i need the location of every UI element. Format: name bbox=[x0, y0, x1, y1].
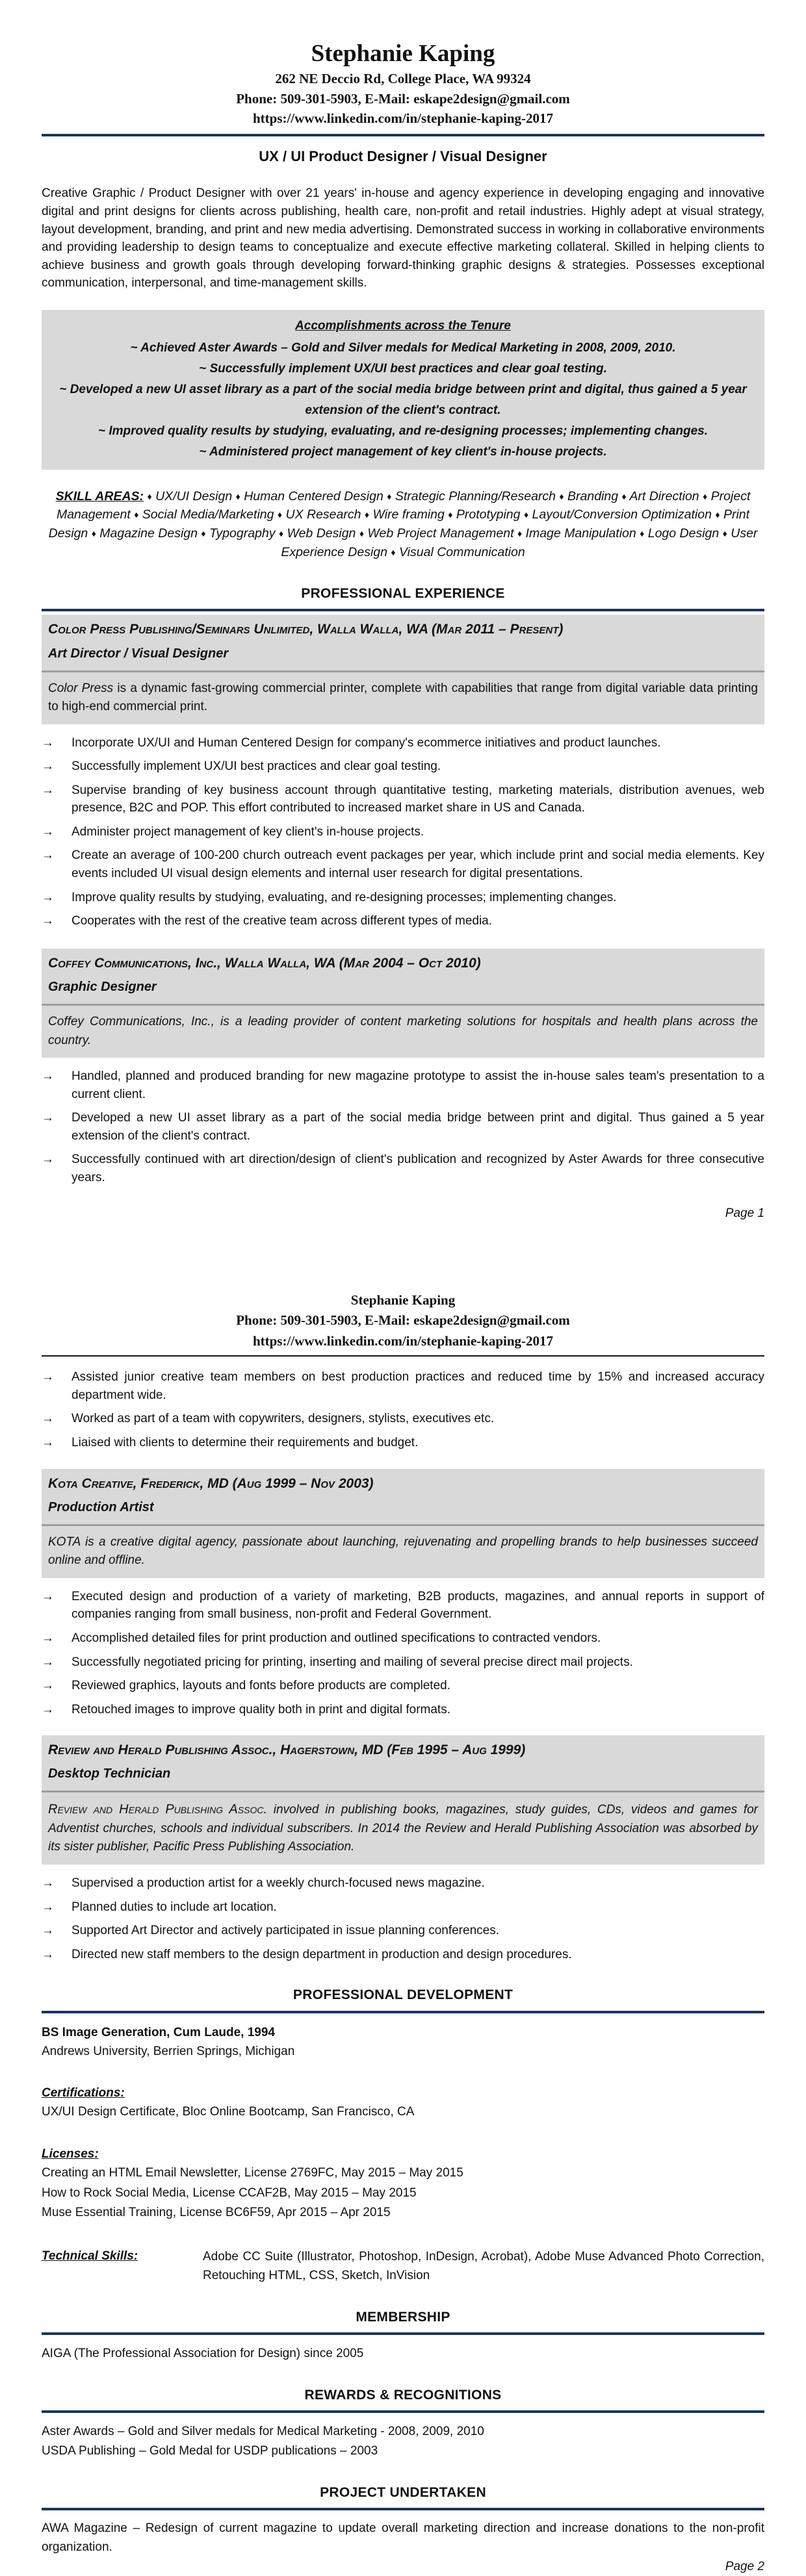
bullet-text: Worked as part of a team with copywriters, designers, stylists, executives etc. bbox=[72, 1412, 495, 1426]
skill-item bbox=[448, 507, 524, 522]
accomplishment-item: ~ Administered project management of key client's in-house projects. bbox=[199, 444, 607, 459]
arrow-bullet-icon: → bbox=[42, 1924, 54, 1938]
diamond-icon: ♦ bbox=[559, 491, 564, 502]
bullet-item bbox=[42, 1588, 764, 1624]
license-item: How to Rock Social Media, License CCAF2B, May 2015 – May 2015 bbox=[42, 2186, 417, 2200]
skill-label: Logo Design bbox=[647, 526, 720, 541]
bullet-text: Successfully continued with art direction/design of client's publication and recognized by Aster Awards for three consecutive years. bbox=[72, 1153, 764, 1184]
project-text: AWA Magazine – Redesign of current magazine to update overall marketing direction and increase donations to the non-profit organization. bbox=[42, 2521, 764, 2554]
job-bullet-list bbox=[42, 1067, 764, 1186]
diamond-icon: ♦ bbox=[134, 509, 139, 520]
company-lead: Color Press bbox=[48, 681, 114, 695]
job-company: Color Press Publishing/Seminars Unlimited, Walla Walla, WA (Mar 2011 – Present) bbox=[48, 622, 564, 637]
bullet-item bbox=[42, 1653, 764, 1672]
section-rule bbox=[42, 2410, 764, 2413]
arrow-bullet-icon: → bbox=[42, 1412, 54, 1426]
skill-areas-label: SKILL AREAS: bbox=[55, 489, 144, 504]
arrow-bullet-icon: → bbox=[42, 1876, 54, 1890]
section-rule bbox=[42, 2332, 764, 2335]
bullet-text: Cooperates with the rest of the creative team across different types of media. bbox=[72, 914, 493, 928]
skill-item bbox=[279, 526, 359, 541]
bullet-text: Reviewed graphics, layouts and fonts before products are completed. bbox=[72, 1679, 450, 1693]
arrow-bullet-icon: → bbox=[42, 824, 54, 839]
job-role: Production Artist bbox=[48, 1499, 154, 1514]
diamond-icon: ♦ bbox=[391, 547, 396, 558]
arrow-bullet-icon: → bbox=[42, 890, 54, 904]
diamond-icon: ♦ bbox=[91, 528, 96, 539]
bullet-text: Liaised with clients to determine their requirements and budget. bbox=[72, 1435, 419, 1449]
skill-label: Social Media/Marketing bbox=[142, 507, 274, 522]
diamond-icon: ♦ bbox=[147, 491, 152, 502]
section-heading-experience: PROFESSIONAL EXPERIENCE bbox=[301, 585, 505, 601]
membership-text: AIGA (The Professional Association for Design) since 2005 bbox=[42, 2347, 364, 2361]
section-heading-rewards: REWARDS & RECOGNITIONS bbox=[304, 2387, 502, 2403]
skill-label: Prototyping bbox=[456, 507, 521, 522]
job-description bbox=[48, 1800, 758, 1857]
section-heading-project: PROJECT UNDERTAKEN bbox=[320, 2485, 486, 2501]
bullet-item bbox=[42, 1067, 764, 1103]
coffey-continuation-bullets bbox=[42, 1368, 764, 1451]
bullet-item bbox=[42, 1151, 764, 1186]
skill-item bbox=[236, 489, 387, 504]
skill-item bbox=[201, 526, 279, 541]
rewards-list bbox=[42, 2422, 764, 2461]
job-header bbox=[42, 1469, 764, 1578]
skill-label: Layout/Conversion Optimization bbox=[532, 507, 712, 522]
job-divider bbox=[42, 1004, 764, 1006]
diamond-icon: ♦ bbox=[621, 491, 627, 502]
arrow-bullet-icon: → bbox=[42, 759, 54, 774]
job-company: Kota Creative, Frederick, MD (Aug 1999 – Nov 2003) bbox=[48, 1475, 374, 1491]
skill-item bbox=[517, 526, 640, 541]
reward-item: USDA Publishing – Gold Medal for USDP publications – 2003 bbox=[42, 2444, 378, 2458]
technical-skills-text: Adobe CC Suite (Illustrator, Photoshop, InDesign, Acrobat), Adobe Muse Advanced Photo Correction, Retouching HTML, CSS, Sketch, InVision bbox=[203, 2249, 764, 2283]
header-rule bbox=[42, 134, 764, 136]
arrow-bullet-icon: → bbox=[42, 848, 54, 863]
bullet-item bbox=[42, 1629, 764, 1648]
bullet-text: Handled, planned and produced branding for new magazine prototype to assist the in-house sales team's presentation to a current client. bbox=[72, 1069, 764, 1101]
arrow-bullet-icon: → bbox=[42, 1111, 54, 1125]
bullet-text: Directed new staff members to the design department in production and design procedures. bbox=[72, 1947, 572, 1961]
bullet-item bbox=[42, 1368, 764, 1404]
section-rule bbox=[42, 2508, 764, 2510]
technical-skills-label: Technical Skills: bbox=[42, 2249, 138, 2263]
bullet-item bbox=[42, 1922, 764, 1940]
skill-item bbox=[359, 526, 517, 541]
section-heading-development: PROFESSIONAL DEVELOPMENT bbox=[292, 1987, 514, 2003]
address-line: 262 NE Deccio Rd, College Place, WA 99324 bbox=[275, 71, 531, 87]
description-rest: involved in publishing books, magazines, study guides, CDs, videos and games for Adventist churches, schools and individual subscribers. In 2014 the Review and Herald Publishing Association was absorbed by its sister publisher, Pacific Press Publishing Association. bbox=[48, 1803, 758, 1854]
bullet-text: Executed design and production of a variety of marketing, B2B products, magazines, and annual reports in support of companies ranging from small business, non-profit and Federal Government. bbox=[72, 1589, 764, 1622]
section-heading-membership: MEMBERSHIP bbox=[356, 2309, 450, 2325]
phone-email-line: Phone: 509-301-5903, E-Mail: eskape2design@gmail.com bbox=[236, 90, 570, 107]
job-header bbox=[42, 949, 764, 1058]
accomplishments-title: Accomplishments across the Tenure bbox=[295, 318, 511, 333]
bullet-item bbox=[42, 1677, 764, 1695]
bullet-text: Administer project management of key client's in-house projects. bbox=[72, 824, 424, 839]
bullet-text: Planned duties to include art location. bbox=[72, 1900, 277, 1914]
job-description: Coffey Communications, Inc., is a leading provider of content marketing solutions for hospitals and health plans across the country. bbox=[48, 1015, 758, 1047]
description-rest: is a dynamic fast-growing commercial printer, complete with capabilities that range from digital variable data printing to high-end commercial print. bbox=[48, 681, 758, 714]
diamond-icon: ♦ bbox=[359, 528, 364, 539]
job-review-herald bbox=[42, 1735, 764, 1963]
bullet-item bbox=[42, 1701, 764, 1719]
job-kota bbox=[42, 1469, 764, 1719]
arrow-bullet-icon: → bbox=[42, 1069, 54, 1083]
job-description: KOTA is a creative digital agency, passionate about launching, rejuvenating and propelling brands to help businesses succeed online and offline. bbox=[48, 1535, 758, 1568]
page-break bbox=[42, 1223, 764, 1290]
accomplishment-item: ~ Successfully implement UX/UI best practices and clear goal testing. bbox=[199, 361, 607, 376]
bullet-item bbox=[42, 823, 764, 841]
job-company: Coffey Communications, Inc., Walla Walla, WA (Mar 2004 – Oct 2010) bbox=[48, 955, 481, 971]
page2-footer: Page 2 bbox=[725, 2560, 764, 2574]
arrow-bullet-icon: → bbox=[42, 1631, 54, 1645]
skill-label: Wire framing bbox=[372, 507, 445, 522]
summary-paragraph: Creative Graphic / Product Designer with over 21 years' in-house and agency experience in developing engaging and innovative digital and print designs for clients across publishing, health care, non-profit and retail industries. Highly adept at visual strategy, layout development, branding, and print and new media advertising. Demonstrated success in working in collaborative environments and providing leadership to design teams to conceptualize and execute effective marketing collateral. Skilled in helping clients to achieve business and growth goals through developing forward-thinking graphic designs & strategies. Possesses exceptional communication, interpersonal, and time-management skills. bbox=[42, 186, 764, 290]
skill-item bbox=[365, 507, 448, 522]
arrow-bullet-icon: → bbox=[42, 735, 54, 750]
bullet-text: Supervised a production artist for a weekly church-focused news magazine. bbox=[72, 1876, 485, 1890]
job-description bbox=[48, 680, 758, 717]
skill-label: Art Direction bbox=[629, 489, 699, 504]
bullet-item bbox=[42, 1898, 764, 1917]
job-bullet-list bbox=[42, 1588, 764, 1718]
page2-header bbox=[42, 1290, 764, 1352]
accomplishment-item: ~ Developed a new UI asset library as a part of the social media bridge between print and digital, thus gained a 5 year extension of the client's contract. bbox=[59, 382, 747, 417]
certification-item: UX/UI Design Certificate, Bloc Online Bootcamp, San Francisco, CA bbox=[42, 2105, 415, 2119]
license-item: Muse Essential Training, License BC6F59, Apr 2015 – Apr 2015 bbox=[42, 2206, 391, 2220]
bullet-text: Retouched images to improve quality both in print and digital formats. bbox=[72, 1702, 450, 1716]
bullet-text: Successfully implement UX/UI best practices and clear goal testing. bbox=[72, 759, 441, 774]
accomplishment-item: ~ Improved quality results by studying, evaluating, and re-designing processes; implementing changes. bbox=[98, 424, 708, 438]
skill-areas-list bbox=[49, 489, 758, 560]
arrow-bullet-icon: → bbox=[42, 1679, 54, 1693]
reward-item: Aster Awards – Gold and Silver medals for Medical Marketing - 2008, 2009, 2010 bbox=[42, 2424, 484, 2438]
skill-label: UX/UI Design bbox=[155, 489, 233, 504]
linkedin-link[interactable]: https://www.linkedin.com/in/stephanie-kaping-2017 bbox=[252, 1333, 554, 1349]
bullet-text: Assisted junior creative team members on best production practices and reduced time by 15% and increased accuracy department wide. bbox=[72, 1370, 764, 1402]
job-company: Review and Herald Publishing Assoc., Hagerstown, MD (Feb 1995 – Aug 1999) bbox=[48, 1742, 526, 1758]
arrow-bullet-icon: → bbox=[42, 1435, 54, 1449]
resume-document bbox=[0, 39, 806, 2576]
skill-label: Magazine Design bbox=[99, 526, 198, 541]
diamond-icon: ♦ bbox=[235, 491, 240, 502]
diamond-icon: ♦ bbox=[387, 491, 392, 502]
skill-item bbox=[524, 507, 715, 522]
bullet-item bbox=[42, 1946, 764, 1964]
job-bullet-list bbox=[42, 734, 764, 930]
certifications-label: Certifications: bbox=[42, 2085, 125, 2100]
diamond-icon: ♦ bbox=[640, 528, 645, 539]
candidate-name: Stephanie Kaping bbox=[350, 1292, 456, 1308]
skill-label: Web Project Management bbox=[367, 526, 514, 541]
bullet-text: Supervise branding of key business account through quantitative testing, marketing materials, distribution avenues, web presence, B2C and POP. This effort contributed to increased market share in US and Canada. bbox=[72, 783, 764, 815]
skill-item bbox=[640, 526, 723, 541]
accomplishments-box bbox=[42, 310, 764, 470]
job-color-press bbox=[42, 615, 764, 930]
skill-item bbox=[391, 545, 525, 559]
development-section bbox=[42, 2024, 764, 2286]
diamond-icon: ♦ bbox=[278, 528, 284, 539]
accomplishments-list bbox=[51, 338, 755, 462]
candidate-name: Stephanie Kaping bbox=[311, 40, 495, 67]
bullet-text: Successfully negotiated pricing for printing, inserting and mailing of several precise direct mail projects. bbox=[72, 1655, 633, 1669]
licenses-list bbox=[42, 2164, 764, 2223]
license-item: Creating an HTML Email Newsletter, License 2769FC, May 2015 – May 2015 bbox=[42, 2166, 463, 2180]
skill-item bbox=[92, 526, 202, 541]
bullet-item bbox=[42, 847, 764, 882]
job-role: Art Director / Visual Designer bbox=[48, 646, 229, 661]
arrow-bullet-icon: → bbox=[42, 914, 54, 928]
arrow-bullet-icon: → bbox=[42, 1655, 54, 1669]
bullet-text: Developed a new UI asset library as a part of the social media bridge between print and digital. Thus gained a 5 year extension of the client's contract. bbox=[72, 1111, 764, 1143]
linkedin-link[interactable]: https://www.linkedin.com/in/stephanie-kaping-2017 bbox=[252, 110, 554, 127]
role-title: UX / UI Product Designer / Visual Designer bbox=[259, 147, 547, 164]
skill-label: UX Research bbox=[285, 507, 361, 522]
accomplishment-item: ~ Achieved Aster Awards – Gold and Silver medals for Medical Marketing in 2008, 2009, 2010. bbox=[130, 341, 676, 355]
page1-header bbox=[42, 39, 764, 129]
page2-header-rule bbox=[42, 1355, 764, 1357]
job-divider bbox=[42, 670, 764, 672]
technical-skills-row bbox=[42, 2247, 764, 2286]
diamond-icon: ♦ bbox=[722, 528, 727, 539]
bullet-item bbox=[42, 782, 764, 817]
arrow-bullet-icon: → bbox=[42, 783, 54, 797]
bullet-item bbox=[42, 912, 764, 930]
job-role: Desktop Technician bbox=[48, 1766, 171, 1781]
skill-label: Web Design bbox=[287, 526, 356, 541]
licenses-label: Licenses: bbox=[42, 2147, 99, 2161]
bullet-item bbox=[42, 1410, 764, 1428]
page1-footer: Page 1 bbox=[725, 1206, 764, 1221]
skill-item bbox=[622, 489, 703, 504]
bullet-item bbox=[42, 734, 764, 752]
diamond-icon: ♦ bbox=[517, 528, 523, 539]
bullet-text: Supported Art Director and actively participated in issue planning conferences. bbox=[72, 1924, 499, 1938]
school: Andrews University, Berrien Springs, Michigan bbox=[42, 2045, 295, 2059]
job-role: Graphic Designer bbox=[48, 980, 157, 994]
section-rule bbox=[42, 609, 764, 611]
diamond-icon: ♦ bbox=[703, 491, 708, 502]
diamond-icon: ♦ bbox=[277, 509, 283, 520]
skill-item bbox=[134, 507, 278, 522]
arrow-bullet-icon: → bbox=[42, 1947, 54, 1961]
job-bullet-list bbox=[42, 1874, 764, 1963]
skill-item bbox=[278, 507, 365, 522]
job-coffey bbox=[42, 949, 764, 1187]
skill-label: Visual Communication bbox=[399, 545, 525, 560]
skill-item bbox=[147, 489, 235, 504]
bullet-item bbox=[42, 1874, 764, 1893]
bullet-item bbox=[42, 1434, 764, 1452]
job-divider bbox=[42, 1791, 764, 1792]
bullet-item bbox=[42, 758, 764, 776]
bullet-text: Incorporate UX/UI and Human Centered Design for company's ecommerce initiatives and product launches. bbox=[72, 735, 661, 750]
arrow-bullet-icon: → bbox=[42, 1153, 54, 1167]
skill-label: Human Centered Design bbox=[244, 489, 384, 504]
diamond-icon: ♦ bbox=[448, 509, 453, 520]
job-header bbox=[42, 1735, 764, 1865]
skill-label: Project Management bbox=[56, 489, 751, 522]
company-lead: Review and Herald Publishing Assoc. bbox=[48, 1802, 268, 1817]
skill-label: Strategic Planning/Research bbox=[395, 489, 556, 504]
section-rule bbox=[42, 2011, 764, 2013]
skill-label: Typography bbox=[209, 526, 276, 541]
arrow-bullet-icon: → bbox=[42, 1589, 54, 1603]
bullet-item bbox=[42, 889, 764, 907]
arrow-bullet-icon: → bbox=[42, 1900, 54, 1914]
skill-areas bbox=[42, 487, 764, 562]
bullet-text: Improve quality results by studying, evaluating, and re-designing processes; implementing changes. bbox=[72, 890, 617, 904]
bullet-item bbox=[42, 1109, 764, 1145]
arrow-bullet-icon: → bbox=[42, 1702, 54, 1716]
skill-label: Branding bbox=[567, 489, 619, 504]
skill-label: User Experience Design bbox=[281, 526, 758, 560]
diamond-icon: ♦ bbox=[201, 528, 206, 539]
bullet-text: Accomplished detailed files for print production and outlined specifications to contracted vendors. bbox=[72, 1631, 601, 1645]
degree: BS Image Generation, Cum Laude, 1994 bbox=[42, 2025, 275, 2039]
skill-label: Image Manipulation bbox=[525, 526, 636, 541]
diamond-icon: ♦ bbox=[715, 509, 720, 520]
skill-item bbox=[387, 489, 559, 504]
arrow-bullet-icon: → bbox=[42, 1370, 54, 1384]
diamond-icon: ♦ bbox=[364, 509, 370, 520]
skill-item bbox=[559, 489, 621, 504]
bullet-text: Create an average of 100-200 church outreach event packages per year, which include print and social media elements. Key events included UI visual design elements and internal user research for digital presentations. bbox=[72, 848, 764, 881]
job-divider bbox=[42, 1524, 764, 1526]
diamond-icon: ♦ bbox=[523, 509, 529, 520]
job-header bbox=[42, 615, 764, 724]
phone-email-line: Phone: 509-301-5903, E-Mail: eskape2design@gmail.com bbox=[236, 1312, 570, 1329]
skill-label: Print Design bbox=[48, 507, 750, 541]
